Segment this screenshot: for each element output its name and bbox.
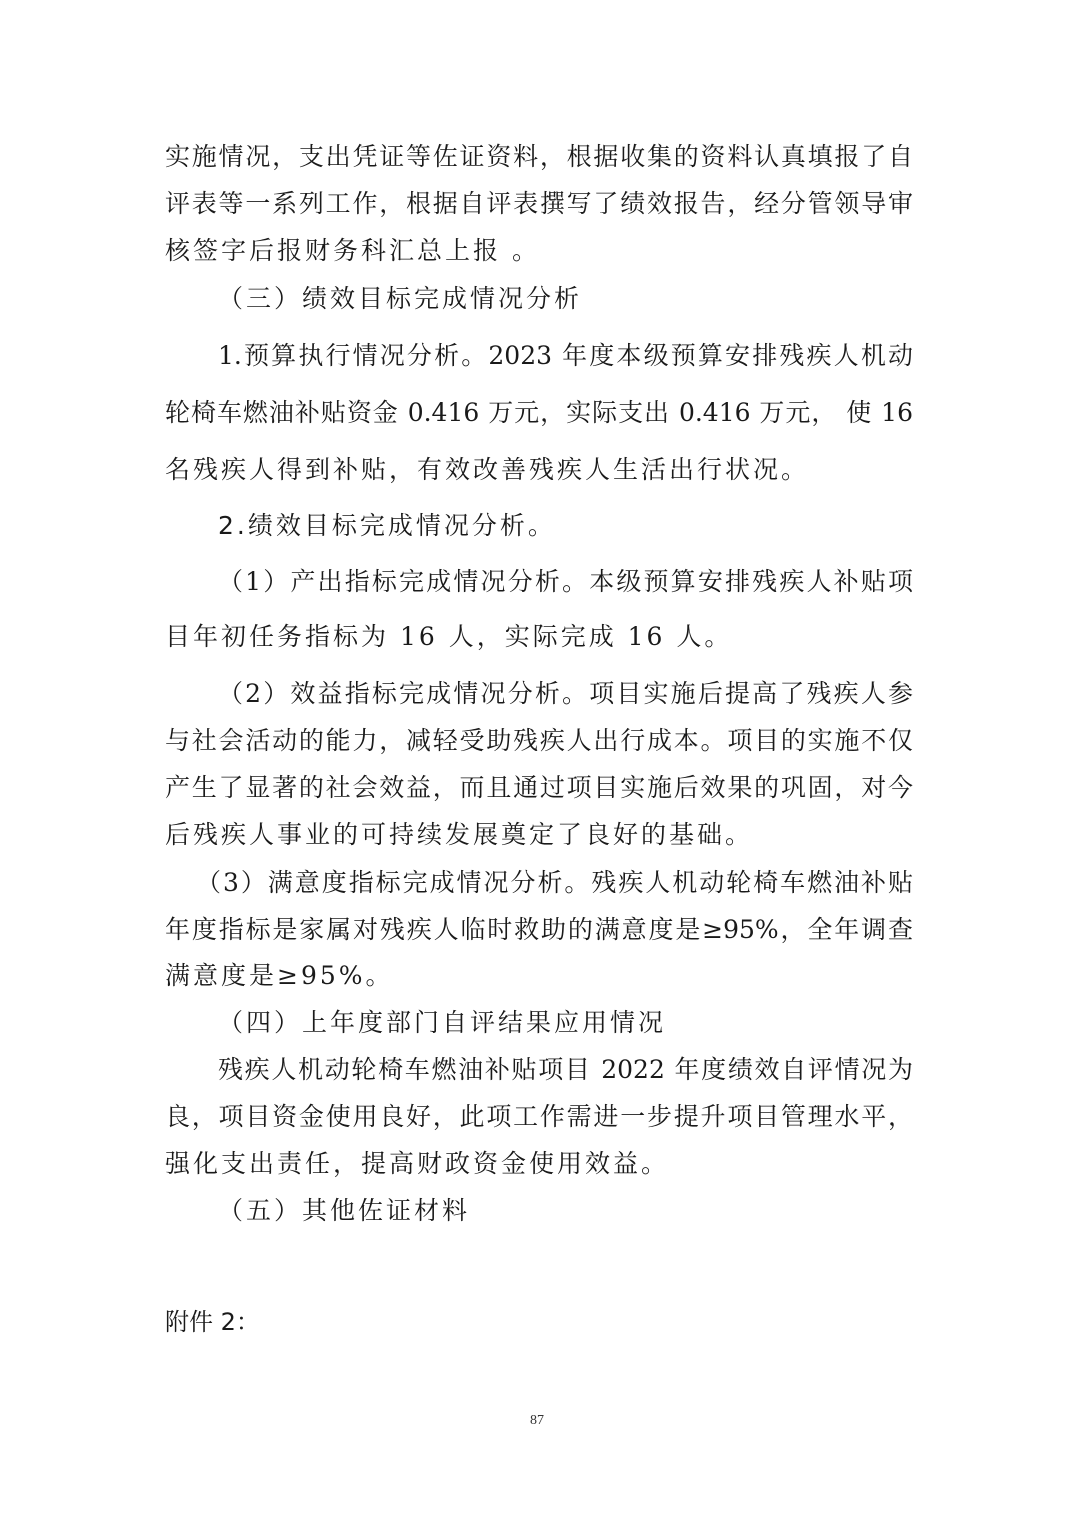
paragraph-line: 1.预算执行情况分析。2023 年度本级预算安排残疾人机动	[218, 341, 913, 370]
paragraph-line: 实施情况，支出凭证等佐证资料，根据收集的资料认真填报了自	[165, 142, 913, 171]
paragraph-line: 良，项目资金使用良好，此项工作需进一步提升项目管理水平，	[165, 1102, 913, 1131]
paragraph-line: 核签字后报财务科汇总上报 。	[165, 236, 540, 265]
paragraph-line: 产生了显著的社会效益，而且通过项目实施后效果的巩固，对今	[165, 773, 913, 802]
section-heading: （三）绩效目标完成情况分析	[218, 284, 583, 313]
paragraph-line: 残疾人机动轮椅车燃油补贴项目 2022 年度绩效自评情况为	[218, 1055, 913, 1084]
paragraph-line: （2）效益指标完成情况分析。项目实施后提高了残疾人参	[218, 679, 913, 708]
paragraph-line: （3）满意度指标完成情况分析。残疾人机动轮椅车燃油补贴	[196, 868, 913, 897]
paragraph-line: 轮椅车燃油补贴资金 0.416 万元，实际支出 0.416 万元， 使 16	[165, 398, 913, 427]
paragraph-line: （1）产出指标完成情况分析。本级预算安排残疾人补贴项	[218, 567, 913, 596]
paragraph-line: 与社会活动的能力，减轻受助残疾人出行成本。项目的实施不仅	[165, 726, 913, 755]
attachment-label: 附件 2：	[165, 1308, 260, 1336]
section-heading: （四）上年度部门自评结果应用情况	[218, 1008, 667, 1037]
paragraph-line: 强化支出责任，提高财政资金使用效益。	[165, 1149, 670, 1178]
paragraph-line: 目年初任务指标为 16 人，实际完成 16 人。	[165, 622, 733, 651]
section-heading: （五）其他佐证材料	[218, 1196, 471, 1225]
paragraph-line: 后残疾人事业的可持续发展奠定了良好的基础。	[165, 820, 754, 849]
paragraph-line: 名残疾人得到补贴，有效改善残疾人生活出行状况。	[165, 455, 810, 484]
paragraph-line: 评表等一系列工作，根据自评表撰写了绩效报告，经分管领导审	[165, 189, 913, 218]
paragraph-line: 年度指标是家属对残疾人临时救助的满意度是≥95%，全年调查	[165, 915, 913, 944]
subsection-heading: 2.绩效目标完成情况分析。	[218, 511, 556, 540]
page-number: 87	[530, 1413, 544, 1428]
paragraph-line: 满意度是≥95%。	[165, 961, 394, 990]
